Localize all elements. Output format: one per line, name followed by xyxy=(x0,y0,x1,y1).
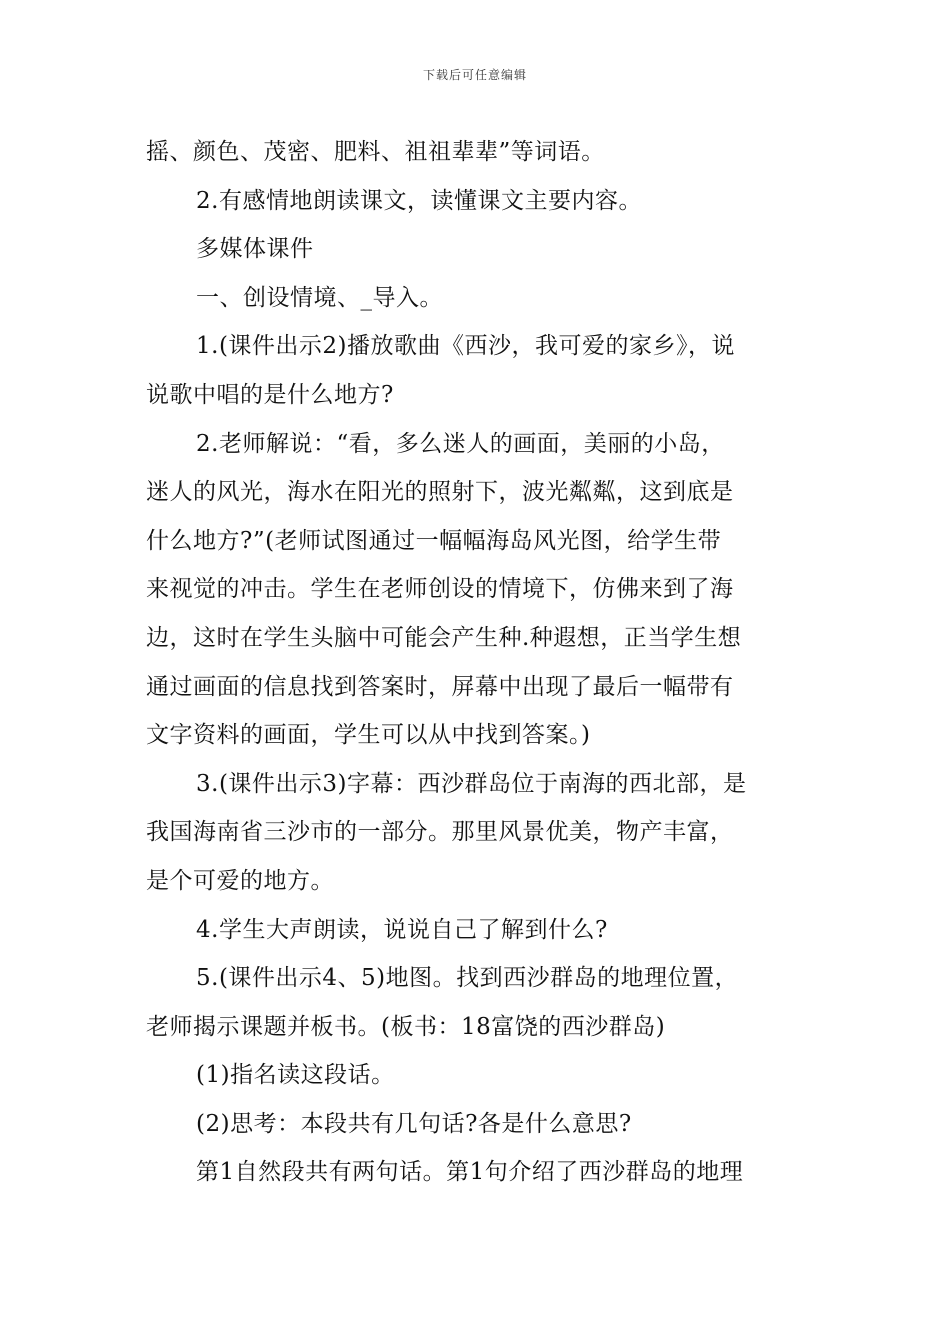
document-body xyxy=(146,128,810,1197)
text-line: 摇、颜色、茂密、肥料、祖祖辈辈”等词语。 xyxy=(146,139,605,165)
text-line: 4.学生大声朗读，说说自己了解到什么? xyxy=(196,916,608,943)
text-line: 2.老师解说：“看，多么迷人的画面，美丽的小岛， xyxy=(196,430,725,457)
text-line: 通过画面的信息找到答案时，屏幕中出现了最后一幅带有 xyxy=(146,673,734,700)
text-line: 边，这时在学生头脑中可能会产生种.种遐想，正当学生想 xyxy=(146,624,742,651)
text-line: 2.有感情地朗读课文，读懂课文主要内容。 xyxy=(196,187,642,214)
text-line: (1)指名读这段话。 xyxy=(196,1062,395,1089)
text-line: 迷人的风光，海水在阳光的照射下，波光粼粼，这到底是 xyxy=(146,479,734,506)
text-line: 3.(课件出示3)字幕：西沙群岛位于南海的西北部，是 xyxy=(196,770,747,797)
section-heading: 一、创设情境、_导入。 xyxy=(196,284,443,311)
text-line: 说歌中唱的是什么地方? xyxy=(146,381,394,408)
text-line: 1.(课件出示2)播放歌曲《西沙，我可爱的家乡》，说 xyxy=(196,333,736,360)
text-line: 来视觉的冲击。学生在老师创设的情境下，仿佛来到了海 xyxy=(146,576,734,603)
text-line: 文字资料的画面，学生可以从中找到答案。) xyxy=(146,722,591,749)
text-line: 什么地方?”(老师试图通过一幅幅海岛风光图，给学生带 xyxy=(146,527,722,554)
text-line: 多媒体课件 xyxy=(196,236,314,263)
text-line: 5.(课件出示4、5)地图。找到西沙群岛的地理位置， xyxy=(196,965,739,992)
text-line: 老师揭示课题并板书。(板书：18富饶的西沙群岛) xyxy=(146,1013,666,1040)
text-line: 我国海南省三沙市的一部分。那里风景优美，物产丰富， xyxy=(146,819,734,846)
text-line: (2)思考：本段共有几句话?各是什么意思? xyxy=(196,1110,632,1137)
text-line: 是个可爱的地方。 xyxy=(146,867,334,894)
page-header: 下载后可任意编辑 xyxy=(422,68,527,82)
text-line: 第1自然段共有两句话。第1句介绍了西沙群岛的地理 xyxy=(196,1159,744,1186)
